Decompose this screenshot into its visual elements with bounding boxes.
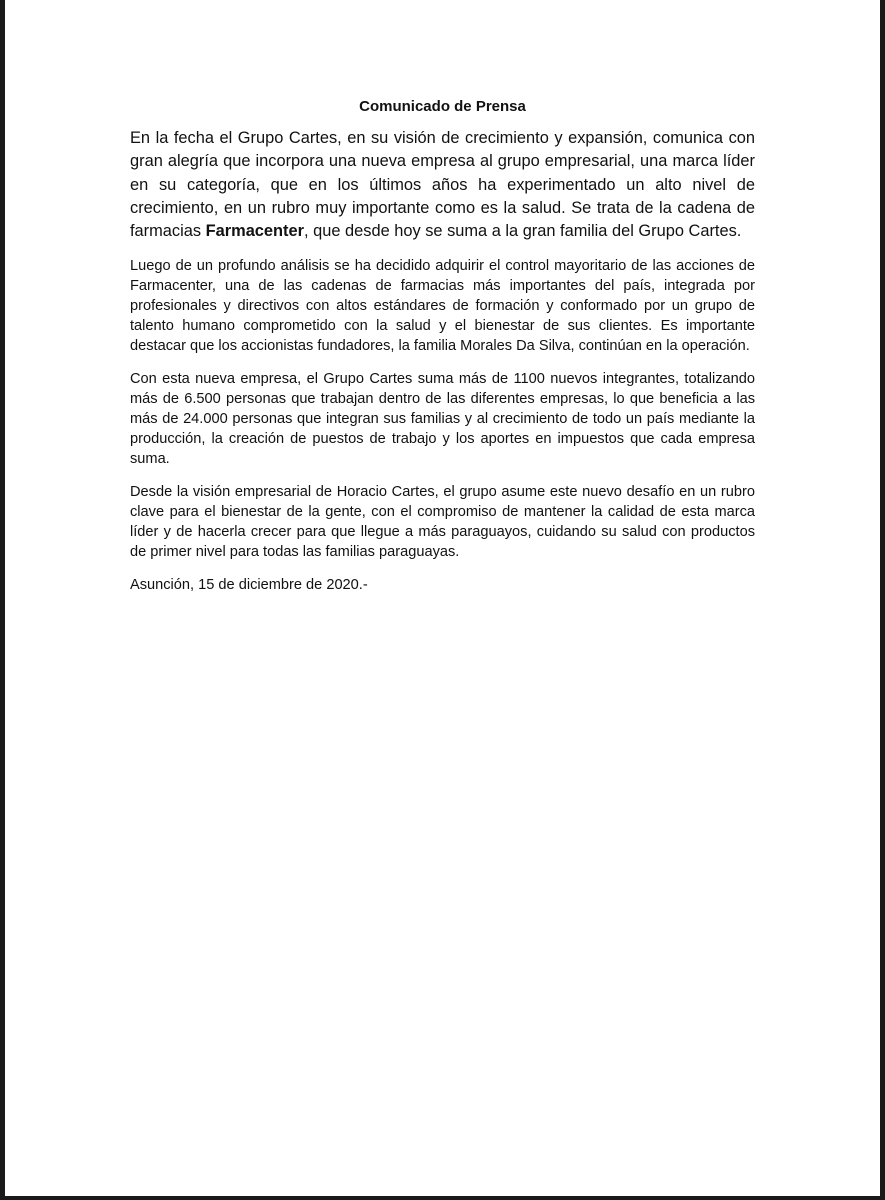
lead-text-part2: , que desde hoy se suma a la gran familia del Grupo Cartes. xyxy=(304,222,742,241)
brand-name: Farmacenter xyxy=(205,222,305,241)
press-release-page xyxy=(130,97,755,595)
document-title: Comunicado de Prensa xyxy=(359,98,526,115)
lead-text-part1: En la fecha el Grupo Cartes, en su visión de crecimiento y expansión, comunica con gran alegría que incorpora una nueva empresa al grupo empresarial, una marca líder en su categoría, que en los últimos años ha experimentado un alto nivel de crecimiento, en un rubro muy importante como es la salud. Se trata de la cadena de farmacias xyxy=(130,129,755,241)
closing-date: Asunción, 15 de diciembre de 2020.- xyxy=(130,577,368,594)
paragraph-acquisition: Luego de un profundo análisis se ha decidido adquirir el control mayoritario de las acciones de Farmacenter, una de las cadenas de farmacias más importantes del país, integrada por profesionales y directivos con altos estándares de formación y conformado por un grupo de talento humano comprometido con la salud y el bienestar de sus clientes. Es importante destacar que los accionistas fundadores, la familia Morales Da Silva, continúan en la operación. xyxy=(130,258,755,355)
lead-paragraph xyxy=(130,127,755,243)
paragraph-integrantes: Con esta nueva empresa, el Grupo Cartes suma más de 1100 nuevos integrantes, totalizando más de 6.500 personas que trabajan dentro de las diferentes empresas, lo que beneficia a las más de 24.000 personas que integran sus familias y al crecimiento de todo un país mediante la producción, la creación de puestos de trabajo y los aportes en impuestos que cada empresa suma. xyxy=(130,371,755,468)
paragraph-vision: Desde la visión empresarial de Horacio Cartes, el grupo asume este nuevo desafío en un rubro clave para el bienestar de la gente, con el compromiso de mantener la calidad de esta marca líder y de hacerla crecer para que llegue a más paraguayos, cuidando su salud con productos de primer nivel para todas las familias paraguayas. xyxy=(130,484,755,561)
